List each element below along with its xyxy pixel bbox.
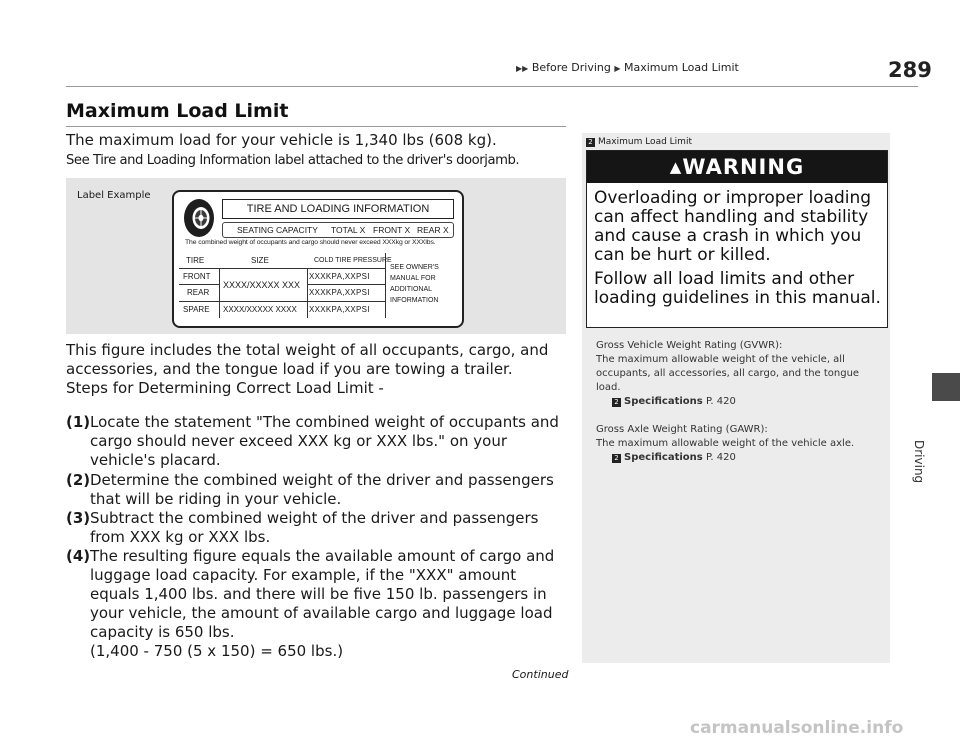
seating-front: FRONT X — [373, 225, 411, 235]
gvwr-title: Gross Vehicle Weight Rating (GVWR): — [596, 340, 783, 351]
tire-pressure-table — [179, 253, 452, 318]
seating-rear: REAR X — [417, 225, 449, 235]
intro-text: The maximum load for your vehicle is 1,340 lbs (608 kg). — [66, 131, 497, 149]
seating-capacity-row — [222, 222, 454, 238]
reference-page: P. 420 — [705, 396, 736, 407]
table-rule — [219, 268, 220, 318]
title-divider — [66, 126, 566, 127]
step-item — [66, 547, 566, 661]
seating-capacity-label: SEATING CAPACITY — [237, 225, 318, 235]
see-owners-line: MANUAL FOR — [390, 275, 436, 282]
row-size-front-rear: XXXX/XXXXX XXX — [223, 280, 301, 290]
warning-text — [594, 189, 886, 308]
step-text: The resulting figure equals the available amount of cargo and luggage load capacity. For example, if the "XXX" amount equals 1,400 lbs. and there will be five 150 lb. passengers in your vehicle, the amount of available cargo and luggage load capacity is 650 lbs. — [90, 547, 555, 641]
row-pressure-spare: XXXKPA,XXPSI — [309, 305, 370, 314]
reference-label: Specifications — [624, 396, 703, 407]
side-heading — [586, 137, 692, 147]
step-text: Determine the combined weight of the driver and passengers that will be riding in your vehicle. — [90, 471, 554, 508]
table-rule — [179, 268, 385, 269]
see-owners-line: SEE OWNER'S — [390, 264, 439, 271]
step-item — [66, 509, 566, 547]
see-owners-manual — [390, 262, 439, 306]
label-example-caption: Label Example — [77, 190, 151, 201]
continued-note: Continued — [512, 668, 569, 681]
figure-note-text: This figure includes the total weight of all occupants, cargo, and accessories, and the tongue load if you are towing a trailer. — [66, 341, 549, 378]
step-number: (1) — [66, 413, 91, 431]
gvwr-text: The maximum allowable weight of the vehicle, all occupants, all accessories, all cargo, and the tongue load. — [596, 354, 860, 393]
breadcrumb-item-maximum-load-limit[interactable]: Maximum Load Limit — [624, 61, 739, 74]
section-tab-marker — [932, 373, 960, 401]
table-rule — [307, 284, 385, 285]
warning-triangle-icon: ▲ — [669, 158, 683, 176]
see-owners-line: INFORMATION — [390, 297, 439, 304]
reference-icon: 2 — [612, 454, 621, 463]
page-number: 289 — [888, 58, 932, 82]
warning-title: WARNING — [682, 155, 805, 179]
chevron-right-icon: ▶▶ — [516, 64, 529, 73]
combined-weight-note: The combined weight of occupants and cargo should never exceed XXXkg or XXXlbs. — [185, 239, 436, 246]
watermark: carmanualsonline.info — [690, 718, 904, 738]
chevron-right-icon: ▶ — [614, 64, 621, 73]
gawr-title: Gross Axle Weight Rating (GAWR): — [596, 424, 768, 435]
step-item — [66, 413, 566, 470]
step-formula: (1,400 - 750 (5 x 150) = 650 lbs.) — [90, 642, 344, 660]
row-tire-rear: REAR — [187, 288, 210, 297]
page-title: Maximum Load Limit — [66, 100, 289, 122]
side-heading-text: Maximum Load Limit — [598, 137, 692, 147]
step-text: Locate the statement "The combined weight of occupants and cargo should never exceed XXX kg or XXX lbs." on your vehicle's placard. — [90, 413, 559, 469]
warning-paragraph: Follow all load limits and other loading guidelines in this manual. — [594, 269, 881, 308]
step-item — [66, 471, 566, 509]
specifications-link[interactable] — [596, 395, 880, 409]
gawr-text: The maximum allowable weight of the vehicle axle. — [596, 438, 855, 449]
row-tire-spare: SPARE — [183, 305, 210, 314]
table-rule — [179, 301, 385, 302]
tire-icon — [182, 198, 216, 238]
reference-page: P. 420 — [705, 452, 736, 463]
reference-icon: 2 — [612, 398, 621, 407]
reference-label: Specifications — [624, 452, 703, 463]
table-rule — [179, 284, 219, 285]
side-notes — [596, 339, 880, 465]
row-pressure-front: XXXKPA,XXPSI — [309, 272, 370, 281]
row-size-spare: XXXX/XXXXX XXXX — [223, 305, 297, 314]
warning-header — [587, 151, 887, 183]
breadcrumb-item-before-driving[interactable]: Before Driving — [531, 61, 611, 74]
section-tab-label: Driving — [912, 440, 926, 484]
tire-label-title: TIRE AND LOADING INFORMATION — [222, 199, 454, 219]
breadcrumb — [516, 61, 739, 74]
step-text: Subtract the combined weight of the driver and passengers from XXX kg or XXX lbs. — [90, 509, 539, 546]
step-number: (4) — [66, 547, 91, 565]
table-rule — [307, 268, 308, 318]
row-tire-front: FRONT — [183, 272, 211, 281]
header-divider — [66, 86, 918, 87]
see-label-note: See Tire and Loading Information label attached to the driver's doorjamb. — [66, 153, 520, 168]
seating-total: TOTAL X — [331, 225, 366, 235]
step-number: (2) — [66, 471, 91, 489]
figure-note — [66, 341, 566, 398]
note-icon: 2 — [586, 138, 595, 147]
warning-paragraph: Overloading or improper loading can affect handling and stability and cause a crash in which you can be hurt or killed. — [594, 188, 872, 265]
col-header-size: SIZE — [251, 256, 269, 265]
col-header-tire: TIRE — [186, 256, 205, 265]
row-pressure-rear: XXXKPA,XXPSI — [309, 288, 370, 297]
col-header-pressure: COLD TIRE PRESSURE — [314, 257, 392, 264]
see-owners-line: ADDITIONAL — [390, 286, 433, 293]
step-number: (3) — [66, 509, 91, 527]
steps-heading: Steps for Determining Correct Load Limit - — [66, 379, 384, 397]
specifications-link[interactable] — [596, 451, 880, 465]
